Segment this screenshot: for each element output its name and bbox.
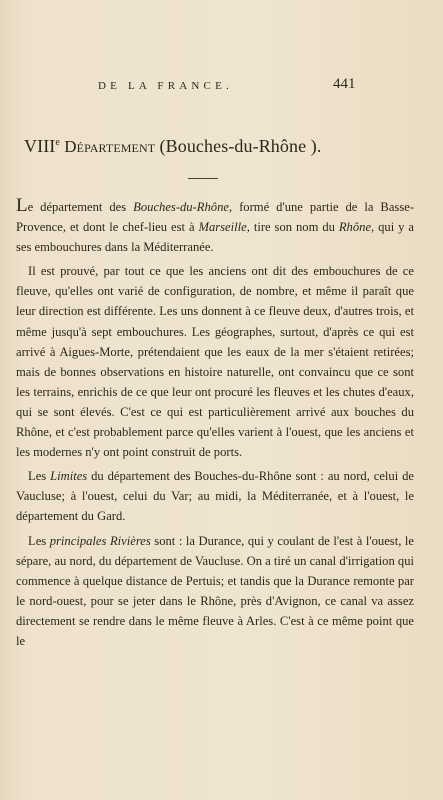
text-run: Les xyxy=(28,533,50,548)
text-run: sont : la Durance, qui y coulant de l'est à l'ouest, le sépare, au nord, du département de Vaucluse. On a tiré un canal d'irrigation qui commence à quelque distance de Pertuis; et tandis que la Durance remonte par le nord-ouest, pour se jeter dans le Rhône, près d'Avignon, ce canal va assez directement se rendre dans le même fleuve à Arles. C'est à ce même point que le xyxy=(16,533,414,648)
text-run: e département des xyxy=(27,200,134,214)
title-superscript: e xyxy=(55,137,60,148)
text-run: Les xyxy=(28,469,51,484)
text-run: , qui y a ses embouchures dans la Méditerranée. xyxy=(16,220,414,255)
paragraph-embouchures: Il est prouvé, par tout ce que les anciens ont dit des embouchures de ce fleuve, qu'elles ont varié de configuration, de nombre, et même il paraît que leur direction est différente. Les uns donnent à ce fleuve deux, d'autres trois, et même jusqu'à sept embouchures. Les géographes, surtout, d'après ce qui est arrivé à Aigues-Morte, prétendaient que les eaux de la mer s'étaient retirées; mais de bonnes observations en histoire naturelle, ont convaincu que ce sont les terrains, enrichis de ce que leur ont procuré les fleuves et les chutes d'eaux, qui se sont élevés. C'est ce qui est particulièrement arrivé aux bouches du Rhône, et c'est probablement parce qu'elles varient à l'ouest, que les anciens et les modernes n'y ont point construit de ports. xyxy=(16,264,414,460)
italic-run: Bouches-du-Rhône xyxy=(133,200,229,214)
page-number: 441 xyxy=(333,76,356,92)
running-header: DE LA FRANCE. xyxy=(98,80,233,92)
paragraph-limites xyxy=(16,466,414,526)
text-run: , tire son nom du xyxy=(246,220,339,235)
italic-run: principales Rivières xyxy=(49,533,151,548)
text-run: du département des Bouches-du-Rhône sont : au nord, celui de Vaucluse; à l'ouest, celui du Var; au midi, la Méditerranée, et à l'ouest, le département du Gard. xyxy=(16,469,414,524)
title-divider xyxy=(188,178,218,179)
paragraph-intro xyxy=(16,197,414,257)
paragraph-rivieres xyxy=(16,531,414,652)
title-department-word: Département xyxy=(59,137,160,156)
title-department-name: (Bouches-du-Rhône ). xyxy=(159,136,322,156)
title-numeral: VIII xyxy=(24,136,56,156)
text-run: , formé d'une partie de la Basse-Provence, et dont le chef-lieu est à xyxy=(16,200,415,235)
department-title xyxy=(24,136,424,157)
italic-run: Limites xyxy=(50,469,88,484)
italic-run: Rhône xyxy=(338,220,372,235)
italic-run: Marseille xyxy=(198,220,247,235)
body-text xyxy=(16,197,414,655)
drop-cap: L xyxy=(16,195,28,216)
